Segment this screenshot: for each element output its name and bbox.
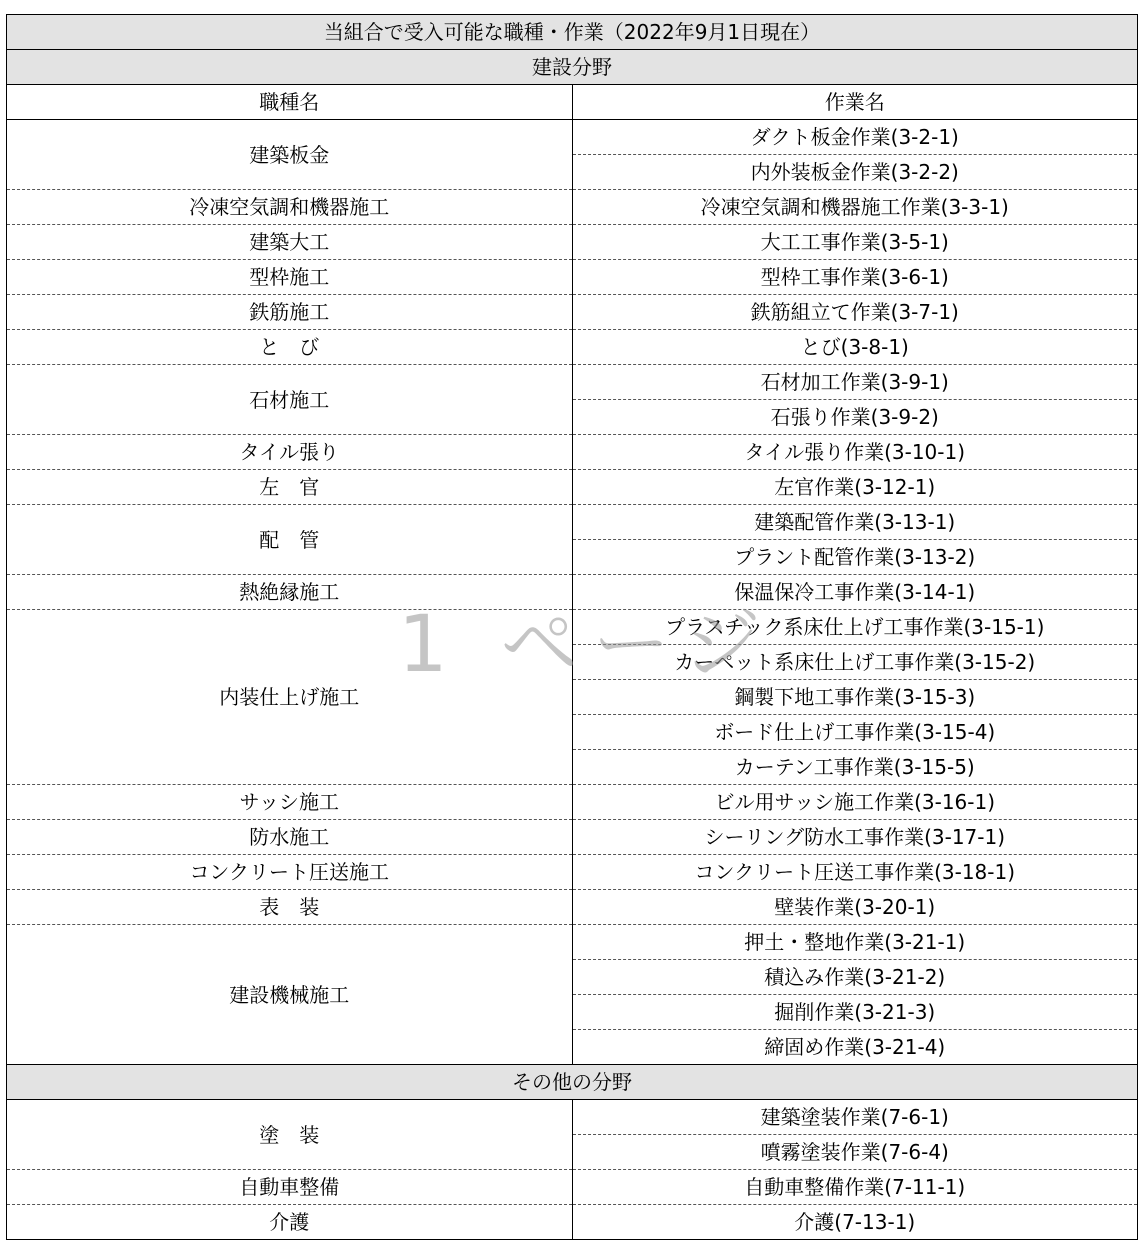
table-row (7, 435, 1138, 470)
table-row (7, 365, 1138, 400)
occupation-cell: 配 管 (7, 505, 573, 575)
work-cell: 壁装作業(3-20-1) (572, 890, 1138, 925)
work-cell: 鋼製下地工事作業(3-15-3) (572, 680, 1138, 715)
table-row (7, 890, 1138, 925)
table-row (7, 1100, 1138, 1135)
occupation-cell: 建築板金 (7, 120, 573, 190)
work-cell: プラスチック系床仕上げ工事作業(3-15-1) (572, 610, 1138, 645)
work-cell: ビル用サッシ施工作業(3-16-1) (572, 785, 1138, 820)
work-cell: カーペット系床仕上げ工事作業(3-15-2) (572, 645, 1138, 680)
occupation-cell: コンクリート圧送施工 (7, 855, 573, 890)
table-row (7, 575, 1138, 610)
table-row (7, 260, 1138, 295)
work-cell: タイル張り作業(3-10-1) (572, 435, 1138, 470)
occupation-cell: 熱絶縁施工 (7, 575, 573, 610)
work-cell: 噴霧塗装作業(7-6-4) (572, 1135, 1138, 1170)
occupation-cell: 内装仕上げ施工 (7, 610, 573, 785)
occupation-cell: と び (7, 330, 573, 365)
table-row (7, 610, 1138, 645)
work-cell: シーリング防水工事作業(3-17-1) (572, 820, 1138, 855)
occupation-cell: 建築大工 (7, 225, 573, 260)
title-row (7, 15, 1138, 50)
table-row (7, 120, 1138, 155)
table-row (7, 820, 1138, 855)
table-row (7, 785, 1138, 820)
occupation-cell: 冷凍空気調和機器施工 (7, 190, 573, 225)
table-body (7, 15, 1138, 1240)
table-row (7, 855, 1138, 890)
work-cell: 自動車整備作業(7-11-1) (572, 1170, 1138, 1205)
work-cell: 石張り作業(3-9-2) (572, 400, 1138, 435)
work-cell: とび(3-8-1) (572, 330, 1138, 365)
occupation-cell: サッシ施工 (7, 785, 573, 820)
occupation-cell: 表 装 (7, 890, 573, 925)
work-cell: 介護(7-13-1) (572, 1205, 1138, 1240)
work-cell: 建築配管作業(3-13-1) (572, 505, 1138, 540)
work-cell: 大工工事作業(3-5-1) (572, 225, 1138, 260)
occupation-cell: 塗 装 (7, 1100, 573, 1170)
work-cell: 型枠工事作業(3-6-1) (572, 260, 1138, 295)
occupation-cell: 防水施工 (7, 820, 573, 855)
occupation-cell: タイル張り (7, 435, 573, 470)
table-row (7, 225, 1138, 260)
occupation-cell: 石材施工 (7, 365, 573, 435)
work-cell: 掘削作業(3-21-3) (572, 995, 1138, 1030)
occupation-cell: 型枠施工 (7, 260, 573, 295)
section-title: 建設分野 (7, 50, 1138, 85)
occupation-cell: 介護 (7, 1205, 573, 1240)
table-row (7, 1170, 1138, 1205)
work-cell: 積込み作業(3-21-2) (572, 960, 1138, 995)
occupation-table (6, 14, 1138, 1240)
table-row (7, 470, 1138, 505)
work-cell: プラント配管作業(3-13-2) (572, 540, 1138, 575)
work-cell: 保温保冷工事作業(3-14-1) (572, 575, 1138, 610)
section-header-row (7, 1065, 1138, 1100)
section-header-row (7, 50, 1138, 85)
work-cell: コンクリート圧送工事作業(3-18-1) (572, 855, 1138, 890)
table-row (7, 330, 1138, 365)
table-title: 当組合で受入可能な職種・作業（2022年9月1日現在） (7, 15, 1138, 50)
table-row (7, 1205, 1138, 1240)
table-row (7, 505, 1138, 540)
column-header-work: 作業名 (572, 85, 1138, 120)
occupation-cell: 鉄筋施工 (7, 295, 573, 330)
column-header-occupation: 職種名 (7, 85, 573, 120)
table-row (7, 295, 1138, 330)
work-cell: カーテン工事作業(3-15-5) (572, 750, 1138, 785)
work-cell: 石材加工作業(3-9-1) (572, 365, 1138, 400)
occupation-cell: 建設機械施工 (7, 925, 573, 1065)
table-row (7, 190, 1138, 225)
work-cell: ダクト板金作業(3-2-1) (572, 120, 1138, 155)
page-watermark: 1 ページ (398, 600, 775, 690)
work-cell: ボード仕上げ工事作業(3-15-4) (572, 715, 1138, 750)
table-row (7, 925, 1138, 960)
work-cell: 内外装板金作業(3-2-2) (572, 155, 1138, 190)
work-cell: 建築塗装作業(7-6-1) (572, 1100, 1138, 1135)
work-cell: 鉄筋組立て作業(3-7-1) (572, 295, 1138, 330)
work-cell: 冷凍空気調和機器施工作業(3-3-1) (572, 190, 1138, 225)
occupation-cell: 左 官 (7, 470, 573, 505)
column-header-row (7, 85, 1138, 120)
work-cell: 左官作業(3-12-1) (572, 470, 1138, 505)
section-title: その他の分野 (7, 1065, 1138, 1100)
occupation-cell: 自動車整備 (7, 1170, 573, 1205)
work-cell: 締固め作業(3-21-4) (572, 1030, 1138, 1065)
work-cell: 押土・整地作業(3-21-1) (572, 925, 1138, 960)
